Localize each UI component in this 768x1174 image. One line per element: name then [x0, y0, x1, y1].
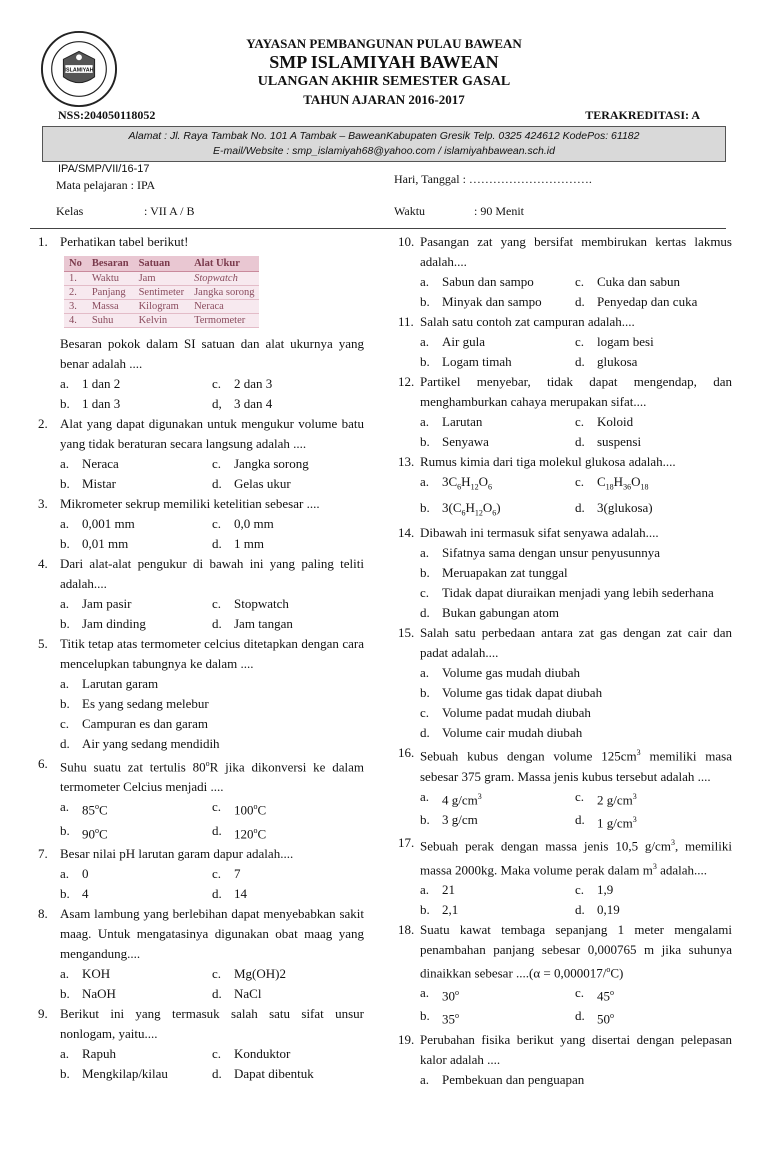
option-d: 1 $g/cm^3$ — [597, 814, 637, 831]
option-a: 4 $g/cm^3$ — [442, 791, 482, 807]
table-cell: Stopwatch — [189, 272, 259, 286]
option-a: Larutan garam — [82, 676, 159, 691]
option-b: Minyak dan sampo — [442, 294, 542, 309]
table-cell: Neraca — [189, 300, 259, 314]
option-b: $3(C_6H_{12}O_6)$ — [442, 499, 501, 518]
question-8-options: a. KOH c. Mg(OH)2 b. NaOH d. NaCl — [60, 964, 364, 1004]
option-b: Mistar — [82, 476, 116, 491]
exam-code: IPA/SMP/VII/16-17 — [58, 163, 150, 175]
table-cell: Massa — [87, 300, 134, 314]
question-10: 10. Pasangan zat yang bersifat membirukan kertas lakmus adalah.... — [398, 234, 732, 269]
table-header-cell: Alat Ukur — [189, 256, 259, 272]
option-b: Senyawa — [442, 434, 489, 449]
question-18: 18. Suatu kawat tembaga sepanjang 1 meter mengalami penambahan panjang sebesar 0,000765 m jika suhunya dinaikkan sebesar ....(α = 0,000017/$^o$C) — [398, 921, 732, 981]
option-b: 35$^o$ — [442, 1011, 459, 1027]
option-a: Air gula — [442, 334, 485, 349]
option-a: $3C_6H_{12}O_6$ — [442, 474, 492, 492]
option-b: NaOH — [82, 985, 116, 1001]
option-c: 100$^o$C — [234, 802, 267, 818]
option-d: Dapat dibentuk — [234, 1065, 314, 1081]
table-header-cell: No — [64, 256, 87, 272]
question-13-options: a. $3C_6H_{12}O_6$ c. $C_{18}H_{36}O_{18}$ b. $3(C_6H_{12}O_6)$ d. 3(glukosa) — [420, 472, 732, 523]
option-c: logam besi — [597, 334, 654, 349]
option-b: 0,01 mm — [82, 536, 129, 551]
table-header-cell: Besaran — [87, 256, 134, 272]
question-7: 7. Besar nilai pH larutan garam dapur adalah.... — [38, 845, 294, 861]
option-c: 7 — [234, 865, 241, 881]
option-c: Koloid — [597, 414, 634, 429]
option-c: Mg(OH)2 — [234, 965, 286, 981]
table-cell: Jam — [134, 272, 190, 286]
option-d: NaCl — [234, 985, 262, 1001]
question-5: 5. Titik tetap atas termometer celcius ditetapkan dengan cara mencelupkan tabungnya ke dalam .... — [38, 636, 364, 671]
accreditation: TERAKREDITASI: A — [585, 108, 700, 122]
option-d: Penyedap dan cuka — [597, 294, 698, 309]
option-b: 3 g/cm — [442, 811, 478, 827]
option-c: Cuka dan sabun — [597, 274, 681, 289]
option-a: Neraca — [82, 456, 119, 471]
option-d: 0,19 — [597, 901, 620, 917]
question-19-options: a. Pembekuan dan penguapan — [420, 1070, 732, 1090]
question-12-options: a. Larutan c. Koloid b. Senyawa d. suspensi — [420, 412, 732, 452]
question-14-options: a. Sifatnya sama dengan unsur penyusunnya b. Meruapakan zat tunggal c. Tidak dapat diuraikan menjadi yang lebih sederhana d. Bukan gabungan atom — [420, 543, 732, 623]
exam-title: ULANGAN AKHIR SEMESTER GASAL — [257, 74, 511, 89]
option-d: Air yang sedang mendidih — [82, 736, 220, 751]
question-1-stem: Besaran pokok dalam SI satuan dan alat ukurnya yang benar adalah .... — [60, 336, 364, 371]
option-b: Jam dinding — [82, 616, 146, 631]
question-1: 1. Perhatikan tabel berikut! — [38, 234, 189, 249]
table-cell: Jangka sorong — [189, 286, 259, 300]
option-d: 50$^o$ — [597, 1011, 614, 1027]
question-9-options: a. Rapuh c. Konduktor b. Mengkilap/kilau d. Dapat dibentuk — [60, 1044, 364, 1084]
address-line: Alamat : Jl. Raya Tambak No. 101 A Tambak – BaweanKabupaten Gresik Telp. 0325 424612 KodePos: 61182 — [128, 130, 640, 142]
option-b: 90$^o$C — [82, 825, 108, 841]
question-18-options: a. 30$^o$ c. 45$^o$ b. 35$^o$ d. 50$^o$ — [420, 983, 732, 1030]
option-a: Volume gas mudah diubah — [442, 665, 581, 681]
option-a: Rapuh — [82, 1045, 116, 1061]
date-field: Hari, Tanggal : …………………………. — [394, 172, 592, 186]
question-6-options: a. 85$^o$C c. 100$^o$C b. 90$^o$C d. 120$^o$C — [60, 797, 364, 844]
address-box — [42, 126, 726, 162]
question-16-options: a. 4 $g/cm^3$ c. 2 $g/cm^3$ b. 3 g/cm d. 1 $g/cm^3$ — [420, 787, 732, 834]
table-row — [64, 272, 259, 286]
question-17-options: a. 21 c. 1,9 b. 2,1 d. 0,19 — [420, 880, 732, 920]
table-header-cell: Satuan — [134, 256, 190, 272]
question-10-options: a. Sabun dan sampo c. Cuka dan sabun b. Minyak dan sampo d. Penyedap dan cuka — [420, 272, 732, 312]
question-16: 16. Sebuah kubus dengan volume $125cm^3$ memiliki masa sebesar 375 gram. Massa jenis kubus tersebut adalah .... — [398, 745, 732, 784]
table-cell: Suhu — [87, 314, 134, 328]
option-c: Tidak dapat diuraikan menjadi yang lebih sederhana — [442, 585, 714, 601]
class-value: : VII A / B — [144, 204, 195, 218]
option-d: Volume cair mudah diubah — [442, 725, 583, 741]
option-a: Pembekuan dan penguapan — [442, 1071, 585, 1087]
option-c: 1,9 — [597, 881, 614, 897]
measurement-table — [64, 256, 259, 328]
option-d: 3 dan 4 — [234, 396, 273, 411]
question-3-options: a. 0,001 mm c. 0,0 mm b. 0,01 mm d. 1 mm — [60, 514, 364, 554]
time-value: : 90 Menit — [474, 204, 524, 218]
question-3: 3. Mikrometer sekrup memiliki ketelitian sebesar .... — [38, 496, 320, 511]
question-15: 15. Salah satu perbedaan antara zat gas dengan zat cair dan padat adalah.... — [398, 625, 732, 661]
option-a: Larutan — [442, 414, 483, 429]
option-c: Campuran es dan garam — [82, 716, 208, 731]
option-d: 1 mm — [234, 536, 264, 551]
question-14: 14. Dibawah ini termasuk sifat senyawa adalah.... — [398, 525, 659, 541]
option-d: 120$^o$C — [234, 825, 267, 841]
svg-text:ISLAMIYAH: ISLAMIYAH — [64, 67, 94, 74]
question-5-options: a. Larutan garam b. Es yang sedang melebur c. Campuran es dan garam d. Air yang sedang mendidih — [60, 674, 364, 754]
option-c: 2 $g/cm^3$ — [597, 791, 637, 807]
option-c: $C_{18}H_{36}O_{18}$ — [597, 474, 649, 492]
question-7-options: a. 0 c. 7 b. 4 d. 14 — [60, 864, 364, 904]
subject: Mata pelajaran : IPA — [56, 178, 156, 192]
foundation-name: YAYASAN PEMBANGUNAN PULAU BAWEAN — [246, 36, 522, 51]
table-row — [64, 286, 259, 300]
option-c: Volume padat mudah diubah — [442, 705, 591, 721]
academic-year: TAHUN AJARAN 2016-2017 — [303, 92, 465, 107]
option-d: Bukan gabungan atom — [442, 605, 559, 621]
option-b: Meruapakan zat tunggal — [442, 565, 568, 581]
table-row — [64, 314, 259, 328]
question-4: 4. Dari alat-alat pengukur di bawah ini yang paling teliti adalah.... — [38, 556, 364, 591]
table-header — [64, 256, 259, 272]
option-b: 4 — [82, 885, 89, 901]
question-9: 9. Berikut ini yang termasuk salah satu sifat unsur nonlogam, yaitu.... — [38, 1005, 364, 1041]
question-13: 13. Rumus kimia dari tiga molekul glukosa adalah.... — [398, 454, 676, 469]
table-cell: 2. — [64, 286, 87, 300]
option-d: 3(glukosa) — [597, 499, 653, 515]
question-8: 8. Asam lambung yang berlebihan dapat menyebabkan sakit maag. Untuk mengatasinya digunakan obat maag yang mengandung.... — [38, 905, 364, 961]
table-cell: Sentimeter — [134, 286, 190, 300]
table-cell: 3. — [64, 300, 87, 314]
option-a: 21 — [442, 881, 455, 897]
question-15-options: a. Volume gas mudah diubah b. Volume gas tidak dapat diubah c. Volume padat mudah diubah d. Volume cair mudah diubah — [420, 663, 732, 743]
question-4-options: a. Jam pasir c. Stopwatch b. Jam dinding d. Jam tangan — [60, 594, 364, 634]
option-d: Gelas ukur — [234, 476, 291, 491]
option-d: suspensi — [597, 434, 642, 449]
question-2: 2. Alat yang dapat digunakan untuk mengukur volume batu yang tidak beraturan secara langsung adalah .... — [38, 416, 364, 451]
left-column — [38, 232, 364, 1084]
option-a: 30$^o$ — [442, 988, 459, 1004]
option-d: Jam tangan — [234, 616, 293, 631]
option-d: 14 — [234, 885, 247, 901]
question-2-options: a. Neraca c. Jangka sorong b. Mistar d. Gelas ukur — [60, 454, 364, 494]
question-19: 19. Perubahan fisika berikut yang disertai dengan pelepasan kalor adalah .... — [398, 1031, 732, 1067]
question-11: 11. Salah satu contoh zat campuran adalah.... — [398, 314, 635, 329]
option-b: Mengkilap/kilau — [82, 1065, 168, 1081]
question-1-options: a. 1 dan 2 c. 2 dan 3 b. 1 dan 3 d, 3 dan 4 — [60, 374, 364, 414]
table-cell: Waktu — [87, 272, 134, 286]
option-c: 45$^o$ — [597, 988, 614, 1004]
table-cell: Termometer — [189, 314, 259, 328]
question-17: 17. Sebuah perak dengan massa jenis 10,5 $g/cm^3$, memiliki massa 2000kg. Maka volume perak dalam $m^3$ adalah.... — [398, 835, 732, 877]
option-a: Sifatnya sama dengan unsur penyusunnya — [442, 545, 661, 561]
option-c: Stopwatch — [234, 596, 289, 611]
option-b: Es yang sedang melebur — [82, 696, 209, 711]
table-cell: 1. — [64, 272, 87, 286]
school-name: SMP ISLAMIYAH BAWEAN — [269, 52, 499, 72]
right-column — [398, 232, 732, 1090]
option-c: Konduktor — [234, 1045, 291, 1061]
table-cell: 4. — [64, 314, 87, 328]
option-a: 1 dan 2 — [82, 376, 121, 391]
class-label: Kelas — [56, 204, 84, 218]
option-c: 0,0 mm — [234, 516, 274, 531]
option-d: glukosa — [597, 354, 638, 369]
option-a: Sabun dan sampo — [442, 274, 534, 289]
option-a: KOH — [82, 965, 111, 981]
option-a: 0 — [82, 865, 89, 881]
nss-number: NSS:204050118052 — [58, 108, 156, 122]
time-label: Waktu — [394, 204, 426, 218]
option-a: 85$^o$C — [82, 802, 108, 818]
question-6: 6. Suhu suatu zat tertulis 80$^o$R jika dikonversi ke dalam termometer Celcius menjadi .... — [38, 756, 364, 795]
web-line: E-mail/Website : smp_islamiyah68@yahoo.com / islamiyahbawean.sch.id — [213, 145, 555, 157]
option-b: 1 dan 3 — [82, 396, 121, 411]
option-a: 0,001 mm — [82, 516, 135, 531]
option-c: Jangka sorong — [234, 456, 309, 471]
table-cell: Panjang — [87, 286, 134, 300]
table-cell: Kelvin — [134, 314, 190, 328]
option-a: Jam pasir — [82, 596, 132, 611]
table-row — [64, 300, 259, 314]
option-b: Volume gas tidak dapat diubah — [442, 685, 603, 701]
option-c: 2 dan 3 — [234, 376, 273, 391]
option-b: 2,1 — [442, 901, 459, 917]
table-cell: Kilogram — [134, 300, 190, 314]
option-b: Logam timah — [442, 354, 512, 369]
question-11-options: a. Air gula c. logam besi b. Logam timah d. glukosa — [420, 332, 732, 372]
header-divider — [30, 228, 726, 229]
question-12: 12. Partikel menyebar, tidak dapat mengendap, dan menghamburkan cahaya merupakan sifat.... — [398, 374, 732, 409]
